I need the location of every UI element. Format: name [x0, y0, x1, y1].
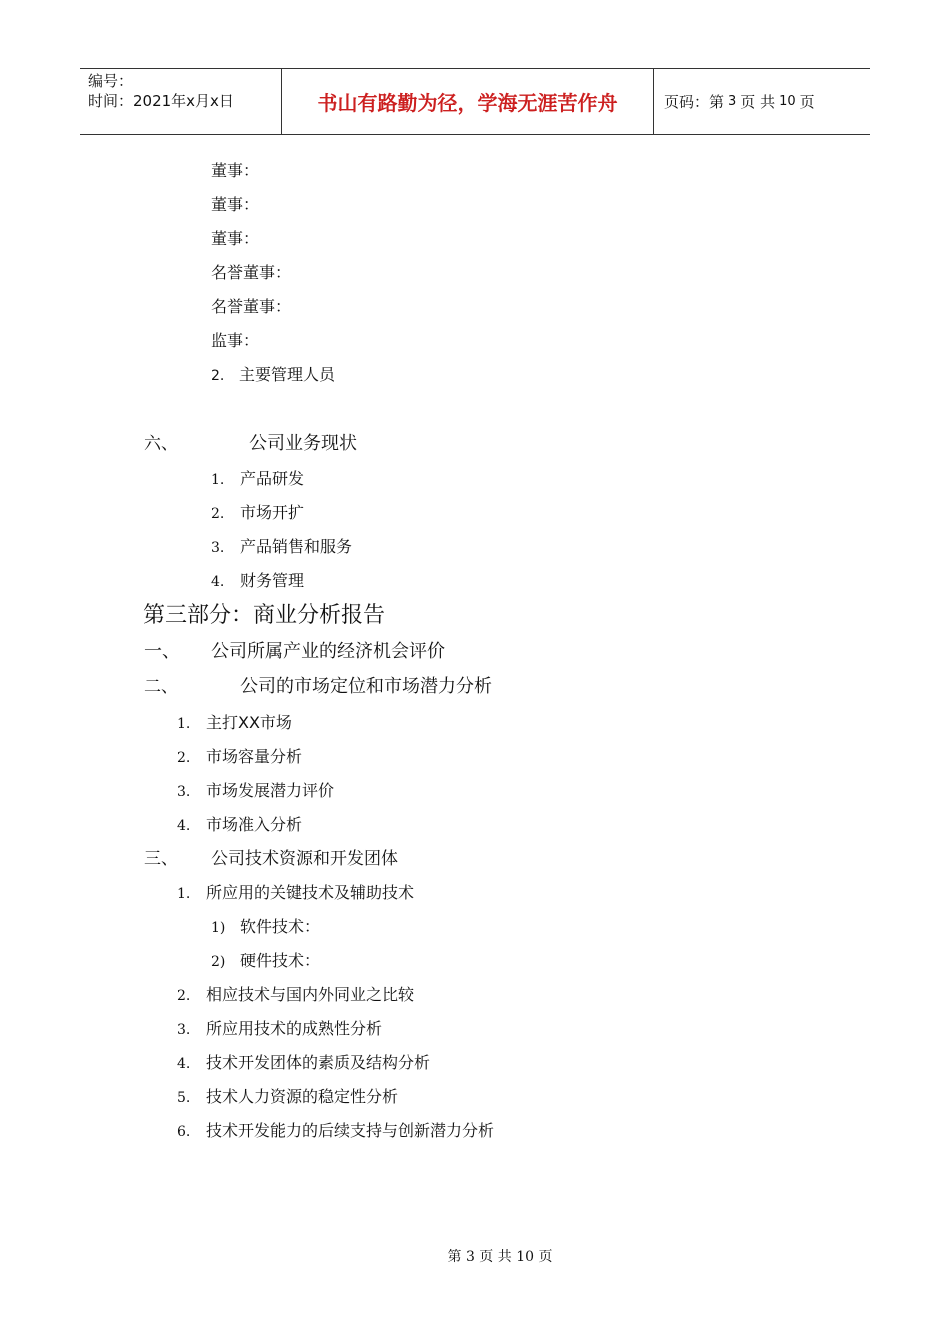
board-line-4: 名誉董事：	[211, 263, 292, 282]
item-label: 主打XX市场	[206, 713, 292, 732]
board-line-5: 名誉董事：	[211, 297, 292, 316]
part3-title: 第三部分：商业分析报告	[143, 603, 386, 628]
item-num: 1.	[211, 472, 225, 488]
sec2-heading	[144, 677, 492, 697]
number-label: 编号：	[88, 72, 134, 90]
item-label: 所应用技术的成熟性分析	[206, 1019, 383, 1038]
sec1-heading	[144, 642, 445, 662]
page-end-label: 页	[799, 93, 815, 111]
item-num: 2.	[211, 506, 225, 522]
mgmt-heading	[211, 365, 335, 386]
item-label: 相应技术与国内外同业之比较	[206, 985, 415, 1004]
section6-item	[211, 537, 352, 558]
mgmt-label: 主要管理人员	[239, 365, 336, 384]
sec2-item	[177, 713, 292, 734]
section6-title: 公司业务现状	[249, 433, 357, 454]
item-num: 4.	[177, 818, 191, 834]
sec3-num: 三、	[144, 849, 178, 869]
section6-item	[211, 469, 304, 490]
sec3-heading	[144, 849, 398, 869]
sec3-item	[177, 883, 414, 904]
item-num: 3.	[211, 540, 225, 556]
item-label: 财务管理	[240, 571, 305, 590]
item-label: 技术人力资源的稳定性分析	[206, 1087, 399, 1106]
header-page-info	[654, 69, 870, 134]
item-num: 2.	[177, 750, 191, 766]
subitem-label: 软件技术：	[240, 917, 321, 936]
header-meta	[80, 69, 282, 134]
time-label: 时间：2021年x月x日	[88, 92, 234, 110]
item-label: 市场容量分析	[206, 747, 303, 766]
section6-item	[211, 571, 304, 592]
item-label: 产品销售和服务	[240, 537, 353, 556]
item-num: 4.	[177, 1056, 191, 1072]
board-line-1: 董事：	[211, 161, 260, 180]
sec1-title: 公司所属产业的经济机会评价	[211, 641, 445, 662]
item-label: 技术开发团体的素质及结构分析	[206, 1053, 431, 1072]
page-header	[80, 68, 870, 135]
sec3-subitem	[211, 951, 320, 972]
board-line-6: 监事：	[211, 331, 260, 350]
page-number: 3	[728, 94, 737, 109]
item-num: 6.	[177, 1124, 191, 1140]
sec3-item	[177, 1019, 382, 1040]
item-label: 市场发展潜力评价	[206, 781, 335, 800]
sec2-item	[177, 815, 302, 836]
page-label: 页码：第	[664, 93, 725, 111]
sec2-title: 公司的市场定位和市场潜力分析	[240, 676, 492, 697]
page-mid-label: 页 共	[740, 93, 776, 111]
item-num: 3.	[177, 1022, 191, 1038]
item-num: 2.	[177, 988, 191, 1004]
item-label: 市场准入分析	[206, 815, 303, 834]
sec3-title: 公司技术资源和开发团体	[211, 849, 398, 869]
item-label: 所应用的关键技术及辅助技术	[206, 883, 415, 902]
item-label: 产品研发	[240, 469, 305, 488]
mgmt-num: 2.	[211, 368, 225, 384]
sec1-num: 一、	[144, 641, 180, 662]
board-line-3: 董事：	[211, 229, 260, 248]
subitem-num: 2)	[211, 954, 226, 970]
page-footer: 第 3 页 共 10 页	[447, 1249, 553, 1265]
item-num: 1.	[177, 716, 191, 732]
sec3-item	[177, 1087, 398, 1108]
sec2-item	[177, 747, 302, 768]
board-line-2: 董事：	[211, 195, 260, 214]
item-num: 1.	[177, 886, 191, 902]
section6-item	[211, 503, 304, 524]
item-label: 市场开扩	[240, 503, 305, 522]
subitem-num: 1)	[211, 920, 226, 936]
section6-num: 六、	[144, 434, 178, 454]
header-motto: 书山有路勤为径，学海无涯苦作舟	[282, 69, 654, 134]
sec3-subitem	[211, 917, 320, 938]
sec3-item	[177, 985, 414, 1006]
sec2-num: 二、	[144, 677, 178, 697]
item-num: 5.	[177, 1090, 191, 1106]
subitem-label: 硬件技术：	[240, 951, 321, 970]
page-total: 10	[779, 94, 796, 109]
section6-heading	[144, 434, 357, 454]
sec3-item	[177, 1053, 430, 1074]
item-label: 技术开发能力的后续支持与创新潜力分析	[206, 1121, 495, 1140]
item-num: 4.	[211, 574, 225, 590]
sec2-item	[177, 781, 334, 802]
sec3-item	[177, 1121, 494, 1142]
item-num: 3.	[177, 784, 191, 800]
